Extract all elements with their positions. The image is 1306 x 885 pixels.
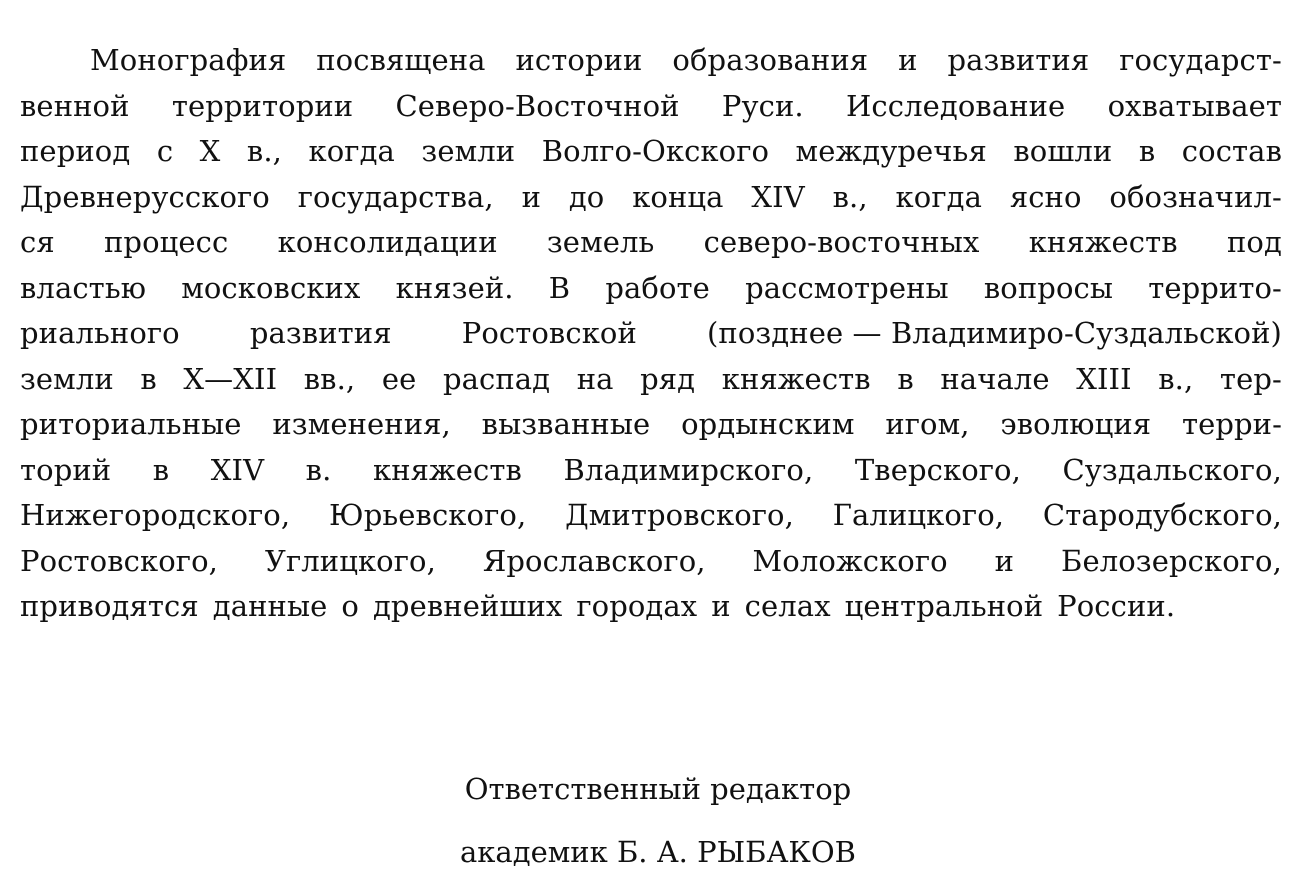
text-line	[20, 84, 1282, 130]
word: конца	[632, 179, 724, 214]
word: данные	[212, 589, 328, 623]
word: (позднее — Владимиро-Суздальской)	[706, 316, 1282, 350]
word: властью	[20, 270, 147, 305]
word: и	[711, 589, 731, 623]
word: междуречья	[795, 134, 987, 168]
word: Волго-Окского	[541, 134, 770, 168]
word: Галицкого,	[832, 498, 1005, 532]
word: консолидации	[277, 225, 498, 259]
word: в	[140, 361, 157, 396]
word: ряд	[640, 361, 696, 396]
word: начале	[940, 361, 1050, 396]
word: посвящена	[316, 43, 486, 77]
word: XIII	[1076, 361, 1132, 396]
word: в.	[305, 452, 332, 487]
word: X—XII	[183, 361, 278, 396]
word: в	[152, 452, 170, 487]
text-line	[20, 266, 1282, 312]
word: истории	[515, 43, 643, 77]
word: терри-	[1181, 407, 1282, 441]
word: в.,	[246, 134, 282, 168]
text-line	[20, 448, 1282, 494]
word: Дмитровского,	[565, 498, 794, 532]
word: XIV	[751, 179, 805, 214]
word: тер-	[1219, 361, 1282, 396]
word: Ярославского,	[482, 543, 706, 578]
word: и	[994, 543, 1015, 578]
word: ся	[20, 225, 55, 259]
word: земли	[421, 134, 516, 168]
word: княжеств	[1028, 225, 1178, 259]
word: когда	[895, 179, 982, 214]
word: селах	[744, 589, 831, 623]
word: земель	[546, 225, 655, 259]
word: изменения,	[272, 407, 451, 441]
word: в	[1138, 134, 1156, 168]
word: Древнерусского	[20, 179, 270, 214]
word: вызванные	[481, 407, 651, 441]
word: земли	[20, 361, 114, 396]
word: Исследование	[846, 88, 1066, 123]
word: Суздальского,	[1062, 452, 1282, 487]
word: территории	[171, 88, 354, 123]
word: риального	[20, 316, 180, 350]
word: приводятся	[20, 589, 199, 623]
word: работе	[605, 270, 710, 305]
word: с	[156, 134, 174, 168]
text-line	[20, 220, 1282, 266]
word: эволюция	[1000, 407, 1152, 441]
word: Владимирского,	[563, 452, 814, 487]
word: Тверского,	[854, 452, 1021, 487]
word: террито-	[1148, 270, 1282, 305]
word: когда	[308, 134, 395, 168]
word: ордынским	[681, 407, 855, 441]
abstract-paragraph	[20, 38, 1282, 630]
word: древнейших	[372, 589, 563, 623]
text-line	[20, 493, 1282, 539]
word: состав	[1181, 134, 1282, 168]
word: и	[521, 179, 541, 214]
text-line	[20, 311, 1282, 357]
word: XIV	[210, 452, 265, 487]
word: северо-восточных	[703, 225, 980, 259]
text-line	[20, 175, 1282, 221]
word: княжеств	[372, 452, 522, 487]
word: московских	[181, 270, 361, 305]
text-line	[20, 584, 1282, 630]
word: под	[1226, 225, 1282, 259]
word: князей.	[395, 270, 514, 305]
word: развития	[249, 316, 392, 350]
word: Юрьевского,	[329, 498, 527, 532]
word: государст-	[1119, 43, 1282, 77]
word: ее	[381, 361, 417, 396]
word: Стародубского,	[1042, 498, 1282, 532]
word: Руси.	[721, 88, 804, 123]
text-line	[20, 402, 1282, 448]
word: России.	[1057, 589, 1176, 623]
editor-role-label: Ответственный редактор	[464, 772, 852, 806]
word: распад	[442, 361, 551, 396]
text-line	[20, 357, 1282, 403]
word: развития	[947, 43, 1090, 77]
word: в	[897, 361, 914, 396]
word: процесс	[104, 225, 229, 259]
word: Ростовского,	[20, 543, 218, 578]
word: рассмотрены	[745, 270, 949, 305]
word: образования	[672, 43, 869, 77]
word: в.,	[832, 179, 868, 214]
word: вв.,	[303, 361, 356, 396]
word: Северо-Восточной	[395, 88, 680, 123]
word: до	[568, 179, 605, 214]
word: вошли	[1013, 134, 1113, 168]
word: центральной	[844, 589, 1044, 623]
word: период	[20, 134, 131, 168]
word: торий	[20, 452, 112, 487]
word: государства,	[297, 179, 494, 214]
word: риториальные	[20, 407, 242, 441]
word: княжеств	[721, 361, 871, 396]
editor-name: академик Б. А. РЫБАКОВ	[460, 835, 856, 869]
word: городах	[576, 589, 698, 623]
word: X	[199, 134, 221, 168]
word: на	[576, 361, 614, 396]
word: вопросы	[983, 270, 1114, 305]
word: о	[341, 589, 359, 623]
word: В	[548, 270, 571, 305]
word: Белозерского,	[1061, 543, 1282, 578]
word: Монография	[90, 43, 287, 77]
word: охватывает	[1107, 88, 1282, 123]
word: обозначил-	[1109, 179, 1282, 214]
word: Моложского	[752, 543, 948, 578]
word: Ростовской	[461, 316, 637, 350]
word: в.,	[1158, 361, 1194, 396]
text-line	[20, 129, 1282, 175]
word: игом,	[885, 407, 970, 441]
word: Нижегородского,	[20, 498, 291, 532]
word: ясно	[1009, 179, 1082, 214]
text-line	[20, 539, 1282, 585]
word: венной	[20, 88, 130, 123]
text-line	[20, 38, 1282, 84]
word: и	[898, 43, 918, 77]
word: Углицкого,	[264, 543, 436, 578]
